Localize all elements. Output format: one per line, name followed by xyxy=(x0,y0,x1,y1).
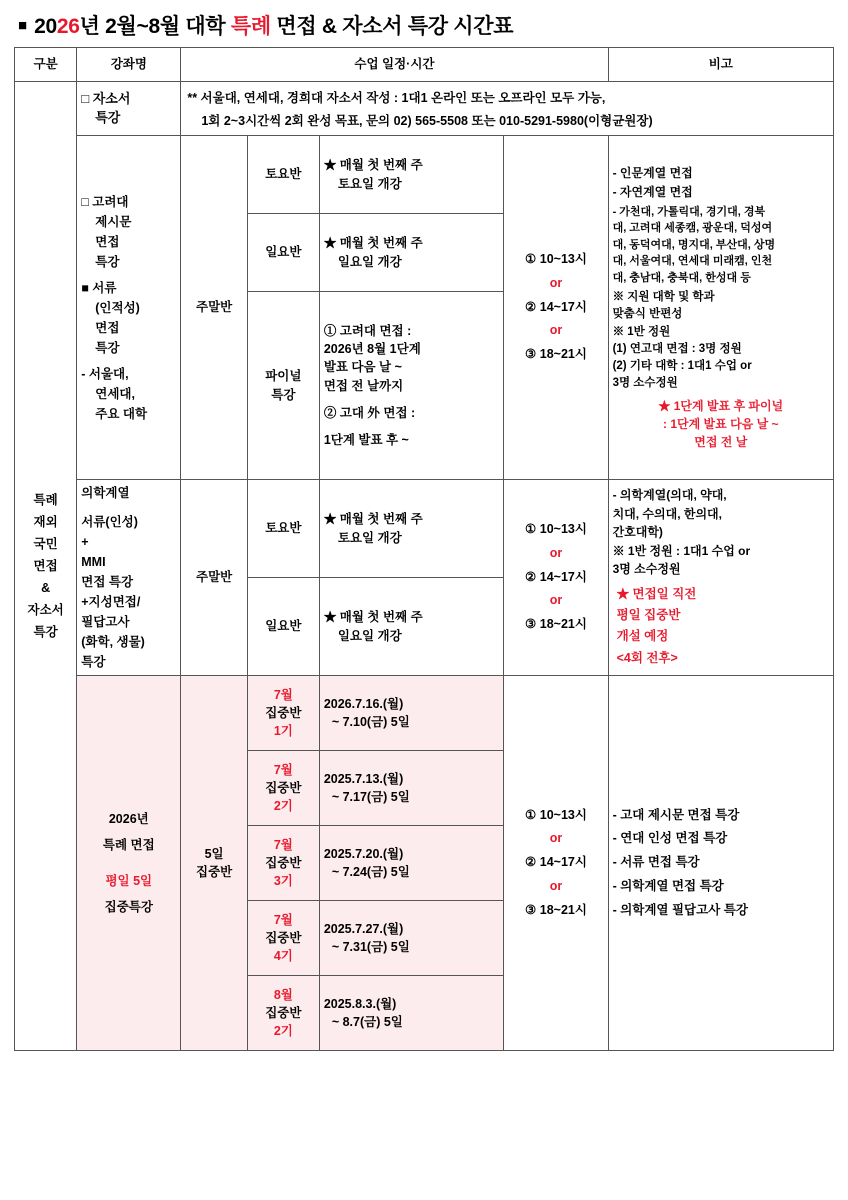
korea-sun-line-2: 일요일 개강 xyxy=(337,254,402,269)
intensive-date-2-line-2: ~ 7.17(금) 5일 xyxy=(331,790,410,804)
korea-course-line-9: - 서울대, xyxy=(81,366,129,381)
korea-course-line-7: 면접 xyxy=(95,320,120,335)
intensive-note-4: - 의학계열 면접 특강 xyxy=(612,878,724,893)
med-class-type: 주말반 xyxy=(181,480,248,676)
page-title xyxy=(14,8,834,47)
intensive-time-options xyxy=(504,676,608,1051)
intensive-date-1 xyxy=(319,676,504,751)
intensive-note-5: - 의학계열 필답고사 특강 xyxy=(612,902,748,917)
med-time-3 xyxy=(508,613,603,637)
korea-time-2 xyxy=(508,296,603,320)
title-seg-3: 년 xyxy=(79,15,106,38)
med-course-line-7: +지성면접/ xyxy=(81,595,141,609)
korea-sub-final xyxy=(247,292,319,480)
korea-note-univ-3: 대, 동덕여대, 명지대, 부산대, 상명 xyxy=(612,238,776,251)
jasoseo-desc-line-1: ** 서울대, 연세대, 경희대 자소서 작성 : 1대1 온라인 또는 오프라인 모두 가능, xyxy=(187,91,606,106)
intensive-sub-5 xyxy=(247,976,319,1051)
intensive-notes xyxy=(608,676,833,1051)
med-sat-schedule xyxy=(319,480,504,578)
square-marker-icon: ■ xyxy=(18,16,28,34)
intensive-note-1: - 고대 제시문 면접 특강 xyxy=(612,807,740,822)
med-course-name xyxy=(77,480,181,676)
intensive-course-line-1: 2026년 xyxy=(108,811,149,826)
med-time-3-val: 18~21시 xyxy=(539,617,587,632)
med-sun-schedule xyxy=(319,578,504,676)
intensive-date-3-line-2: ~ 7.24(금) 5일 xyxy=(331,865,410,879)
intensive-course-spacer xyxy=(81,858,176,868)
korea-note2-2: 맞춤식 반편성 xyxy=(612,308,683,321)
korea-note-univ-5: 대, 충남대, 충북대, 한성대 등 xyxy=(612,271,751,284)
intensive-time-2 xyxy=(508,851,603,875)
med-course-line-8: 필답고사 xyxy=(81,615,130,629)
intensive-date-1-line-1: 2026.7.16.(월) xyxy=(323,696,404,711)
title-seg-6: 면접 & 자소서 특강 시간표 xyxy=(270,15,514,38)
intensive-tag-line-2: 집중반 xyxy=(196,865,233,879)
med-note-red-1: ★ 면접일 직전 xyxy=(616,586,697,601)
korea-course-line-6: (인적성) xyxy=(95,300,140,315)
korea-sun-line-1: ★ 매월 첫 번째 주 xyxy=(323,236,423,251)
korea-course-line-2: 제시문 xyxy=(95,214,132,229)
med-time-1-val: 10~13시 xyxy=(539,522,587,537)
korea-time-3 xyxy=(508,343,603,367)
korea-time-1 xyxy=(508,248,603,272)
med-time-2-num: ② xyxy=(525,569,537,584)
korea-note-2: - 자연계열 면접 xyxy=(612,185,693,199)
med-time-or-1: or xyxy=(549,545,563,560)
intensive-time-2-val: 14~17시 xyxy=(539,855,587,870)
korea-note-univ-2: 대, 고려대 세종캠, 광운대, 덕성여 xyxy=(612,222,773,235)
intensive-date-5-line-2: ~ 8.7(금) 5일 xyxy=(331,1015,403,1029)
jasoseo-desc-2e: (이형균원장) xyxy=(583,113,653,128)
jasoseo-desc-line-2 xyxy=(185,112,829,130)
gubun-line-4: 면접 xyxy=(33,558,58,573)
korea-note-red-3: 면접 전 날 xyxy=(694,434,748,449)
med-time-2 xyxy=(508,566,603,590)
korea-note-univ-1: - 가천대, 가톨릭대, 경기대, 경북 xyxy=(612,205,766,218)
intensive-sub-2-no: 2기 xyxy=(273,799,293,814)
intensive-tag-line-1: 5일 xyxy=(204,846,224,861)
intensive-date-2-line-1: 2025.7.13.(월) xyxy=(323,771,404,786)
med-notes xyxy=(608,480,833,676)
med-note-1: - 의학계열(의대, 약대, xyxy=(612,488,727,503)
korea-note-red-1: ★ 1단계 발표 후 파이널 xyxy=(658,398,784,413)
korea-final-line-6: 1단계 발표 후 ~ xyxy=(323,432,409,447)
med-course-line-5: MMI xyxy=(81,555,106,569)
gubun-line-6: 자소서 xyxy=(27,603,64,618)
korea-time-3-num: ③ xyxy=(525,347,537,362)
intensive-sub-3 xyxy=(247,826,319,901)
med-note-5: 3명 소수정원 xyxy=(612,562,681,577)
med-note-3: 간호대학) xyxy=(612,525,663,540)
med-note-2: 치대, 수의대, 한의대, xyxy=(612,506,722,521)
intensive-time-or-2: or xyxy=(549,878,563,893)
intensive-date-5-line-1: 2025.8.3.(월) xyxy=(323,996,397,1011)
med-sat-line-1: ★ 매월 첫 번째 주 xyxy=(323,512,423,527)
intensive-course-line-3: 평일 5일 xyxy=(105,874,153,888)
intensive-time-1 xyxy=(508,804,603,828)
med-sun-line-1: ★ 매월 첫 번째 주 xyxy=(323,610,423,625)
table-header-row xyxy=(15,48,834,82)
korea-course-line-1: □ 고려대 xyxy=(81,194,129,209)
korea-course-line-10: 연세대, xyxy=(95,386,135,401)
med-sub-sat: 토요반 xyxy=(247,480,319,578)
korea-note2-4: (1) 연고대 면접 : 3명 정원 xyxy=(612,342,742,355)
intensive-sub-2-month: 7월 xyxy=(273,762,293,777)
title-seg-4: 2월~8월 대학 xyxy=(105,15,231,38)
page-title-text xyxy=(34,10,513,40)
korea-course-line-8: 특강 xyxy=(95,340,120,355)
korea-final-line-3: 발표 다음 날 ~ xyxy=(323,360,402,375)
header-course: 강좌명 xyxy=(77,48,181,82)
korea-time-3-val: 18~21시 xyxy=(539,347,587,362)
med-time-or-2: or xyxy=(549,593,563,608)
intensive-sub-3-month: 7월 xyxy=(273,837,293,852)
korea-time-1-num: ① xyxy=(525,252,537,267)
intensive-time-or-1: or xyxy=(549,831,563,846)
intensive-date-1-line-2: ~ 7.10(금) 5일 xyxy=(331,715,410,729)
korea-final-line-1: ① 고려대 면접 : xyxy=(323,324,412,339)
med-note-red-3: 개설 예정 xyxy=(616,629,669,644)
intensive-sub-4-label: 집중반 xyxy=(265,930,302,945)
intensive-sub-4-month: 7월 xyxy=(273,912,293,927)
med-note-red-2: 평일 집중반 xyxy=(616,608,681,623)
intensive-time-2-num: ② xyxy=(525,855,537,870)
korea-sat-line-1: ★ 매월 첫 번째 주 xyxy=(323,158,423,173)
korea-notes xyxy=(608,136,833,480)
korea-course-line-11: 주요 대학 xyxy=(95,406,148,421)
jasoseo-phone-office: 565-5508 xyxy=(415,113,468,128)
intensive-time-3-num: ③ xyxy=(525,902,537,917)
intensive-date-2 xyxy=(319,751,504,826)
jasoseo-course-name xyxy=(77,82,181,136)
title-seg-5: 특례 xyxy=(230,15,271,38)
korea-sat-schedule xyxy=(319,136,504,214)
korea-sub-sat: 토요반 xyxy=(247,136,319,214)
jasoseo-phone-mobile: 010-5291-5980 xyxy=(499,113,584,128)
korea-course-line-4: 특강 xyxy=(95,254,120,269)
intensive-note-2: - 연대 인성 면접 특강 xyxy=(612,831,728,846)
korea-time-1-val: 10~13시 xyxy=(539,252,587,267)
med-time-3-num: ③ xyxy=(525,617,537,632)
korea-final-line-5 xyxy=(324,395,500,422)
intensive-note-3: - 서류 면접 특강 xyxy=(612,855,700,870)
korea-sub-final-line-2: 특강 xyxy=(271,387,296,402)
korea-note2-1: ※ 지원 대학 및 학과 xyxy=(612,291,715,304)
korea-course-name xyxy=(77,136,181,480)
korea-time-or-1: or xyxy=(549,275,563,290)
korea-sun-schedule xyxy=(319,214,504,292)
intensive-sub-4-no: 4기 xyxy=(273,949,293,964)
intensive-date-5 xyxy=(319,976,504,1051)
med-time-1 xyxy=(508,518,603,542)
jasoseo-description xyxy=(181,82,834,136)
korea-course-line-5: ■ 서류 xyxy=(81,280,117,295)
title-seg-2: 26 xyxy=(56,15,80,38)
jasoseo-course-line-2: 특강 xyxy=(95,109,121,125)
intensive-date-4-line-1: 2025.7.27.(월) xyxy=(323,921,404,936)
intensive-sub-2-label: 집중반 xyxy=(265,780,302,795)
intensive-class-type xyxy=(181,676,248,1051)
intensive-course-name xyxy=(77,676,181,1051)
med-time-options xyxy=(504,480,608,676)
jasoseo-desc-2c: 또는 xyxy=(471,113,496,128)
korea-sub-sun: 일요반 xyxy=(247,214,319,292)
intensive-date-3 xyxy=(319,826,504,901)
intensive-sub-5-month: 8월 xyxy=(273,987,293,1002)
korea-class-type: 주말반 xyxy=(181,136,248,480)
med-course-line-4: + xyxy=(81,535,89,549)
gubun-line-1: 특례 xyxy=(33,492,58,507)
med-sat-line-2: 토요일 개강 xyxy=(337,530,402,545)
med-course-line-9: (화학, 생물) xyxy=(81,635,145,649)
row-korea-sat xyxy=(15,136,834,214)
intensive-sub-3-label: 집중반 xyxy=(265,855,302,870)
korea-time-2-num: ② xyxy=(525,299,537,314)
jasoseo-desc-2a: 1회 2~3시간씩 2회 완성 목표, 문의 02) xyxy=(201,113,412,128)
intensive-date-4-line-2: ~ 7.31(금) 5일 xyxy=(331,940,410,954)
korea-note2-5: (2) 기타 대학 : 1대1 수업 or xyxy=(612,360,752,373)
intensive-date-4 xyxy=(319,901,504,976)
med-course-line-1: 의학계열 xyxy=(81,486,130,500)
korea-final-line-2: 2026년 8월 1단계 xyxy=(323,342,421,357)
intensive-sub-3-no: 3기 xyxy=(273,874,293,889)
intensive-sub-1-no: 1기 xyxy=(273,724,293,739)
korea-note-univ-4: 대, 서울여대, 연세대 미래캠, 인천 xyxy=(612,255,773,268)
intensive-time-3-val: 18~21시 xyxy=(539,902,587,917)
intensive-sub-1-label: 집중반 xyxy=(265,705,302,720)
korea-final-line-4: 면접 전 날까지 xyxy=(323,378,404,393)
med-sun-line-2: 일요일 개강 xyxy=(337,628,402,643)
intensive-time-3 xyxy=(508,899,603,923)
med-note-red-4: <4회 전후> xyxy=(616,650,678,665)
med-course-line-3: 서류(인성) xyxy=(81,515,138,529)
gubun-line-7: 특강 xyxy=(33,625,58,640)
korea-note2-3: ※ 1반 정원 xyxy=(612,325,671,338)
jasoseo-course-line-1: □ 자소서 xyxy=(81,90,131,106)
med-course-line-10: 특강 xyxy=(81,655,106,669)
med-course-line-6: 면접 특강 xyxy=(81,575,134,589)
gubun-line-5: & xyxy=(41,581,51,596)
intensive-course-line-2: 특례 면접 xyxy=(102,837,155,852)
intensive-time-1-num: ① xyxy=(525,807,537,822)
korea-time-options xyxy=(504,136,608,480)
korea-time-2-val: 14~17시 xyxy=(539,299,587,314)
korea-sat-line-2: 토요일 개강 xyxy=(337,176,402,191)
intensive-sub-4 xyxy=(247,901,319,976)
korea-note-1: - 인문계열 면접 xyxy=(612,166,693,181)
gubun-line-3: 국민 xyxy=(33,536,58,551)
intensive-sub-5-label: 집중반 xyxy=(265,1005,302,1020)
gubun-line-2: 재외 xyxy=(33,514,58,529)
med-note-4: ※ 1반 정원 : 1대1 수업 or xyxy=(612,543,751,558)
korea-course-line-3: 면접 xyxy=(95,234,120,249)
row-med-sat xyxy=(15,480,834,578)
med-time-2-val: 14~17시 xyxy=(539,569,587,584)
header-schedule: 수업 일정·시간 xyxy=(181,48,608,82)
korea-sub-final-line-1: 파이널 xyxy=(265,369,302,384)
korea-final-schedule xyxy=(319,292,504,480)
row-jasoseo xyxy=(15,82,834,136)
row-intensive-1 xyxy=(15,676,834,751)
gubun-cell xyxy=(15,82,77,1051)
korea-final-line-5-text: ② 고대 外 면접 : xyxy=(323,405,416,420)
intensive-sub-1-month: 7월 xyxy=(273,687,293,702)
schedule-table xyxy=(14,47,834,1051)
korea-note2-6: 3명 소수정원 xyxy=(612,377,678,390)
med-time-1-num: ① xyxy=(525,522,537,537)
intensive-course-line-4: 집중특강 xyxy=(104,900,153,915)
korea-note-red-2: : 1단계 발표 다음 날 ~ xyxy=(663,416,779,431)
title-seg-1: 20 xyxy=(34,15,57,38)
intensive-time-1-val: 10~13시 xyxy=(539,807,587,822)
med-sub-sun: 일요반 xyxy=(247,578,319,676)
intensive-sub-2 xyxy=(247,751,319,826)
intensive-sub-5-no: 2기 xyxy=(273,1024,293,1039)
korea-time-or-2: or xyxy=(549,323,563,338)
header-note: 비고 xyxy=(608,48,833,82)
med-course-spacer xyxy=(81,503,176,512)
intensive-date-3-line-1: 2025.7.20.(월) xyxy=(323,846,404,861)
intensive-sub-1 xyxy=(247,676,319,751)
header-gubun: 구분 xyxy=(15,48,77,82)
